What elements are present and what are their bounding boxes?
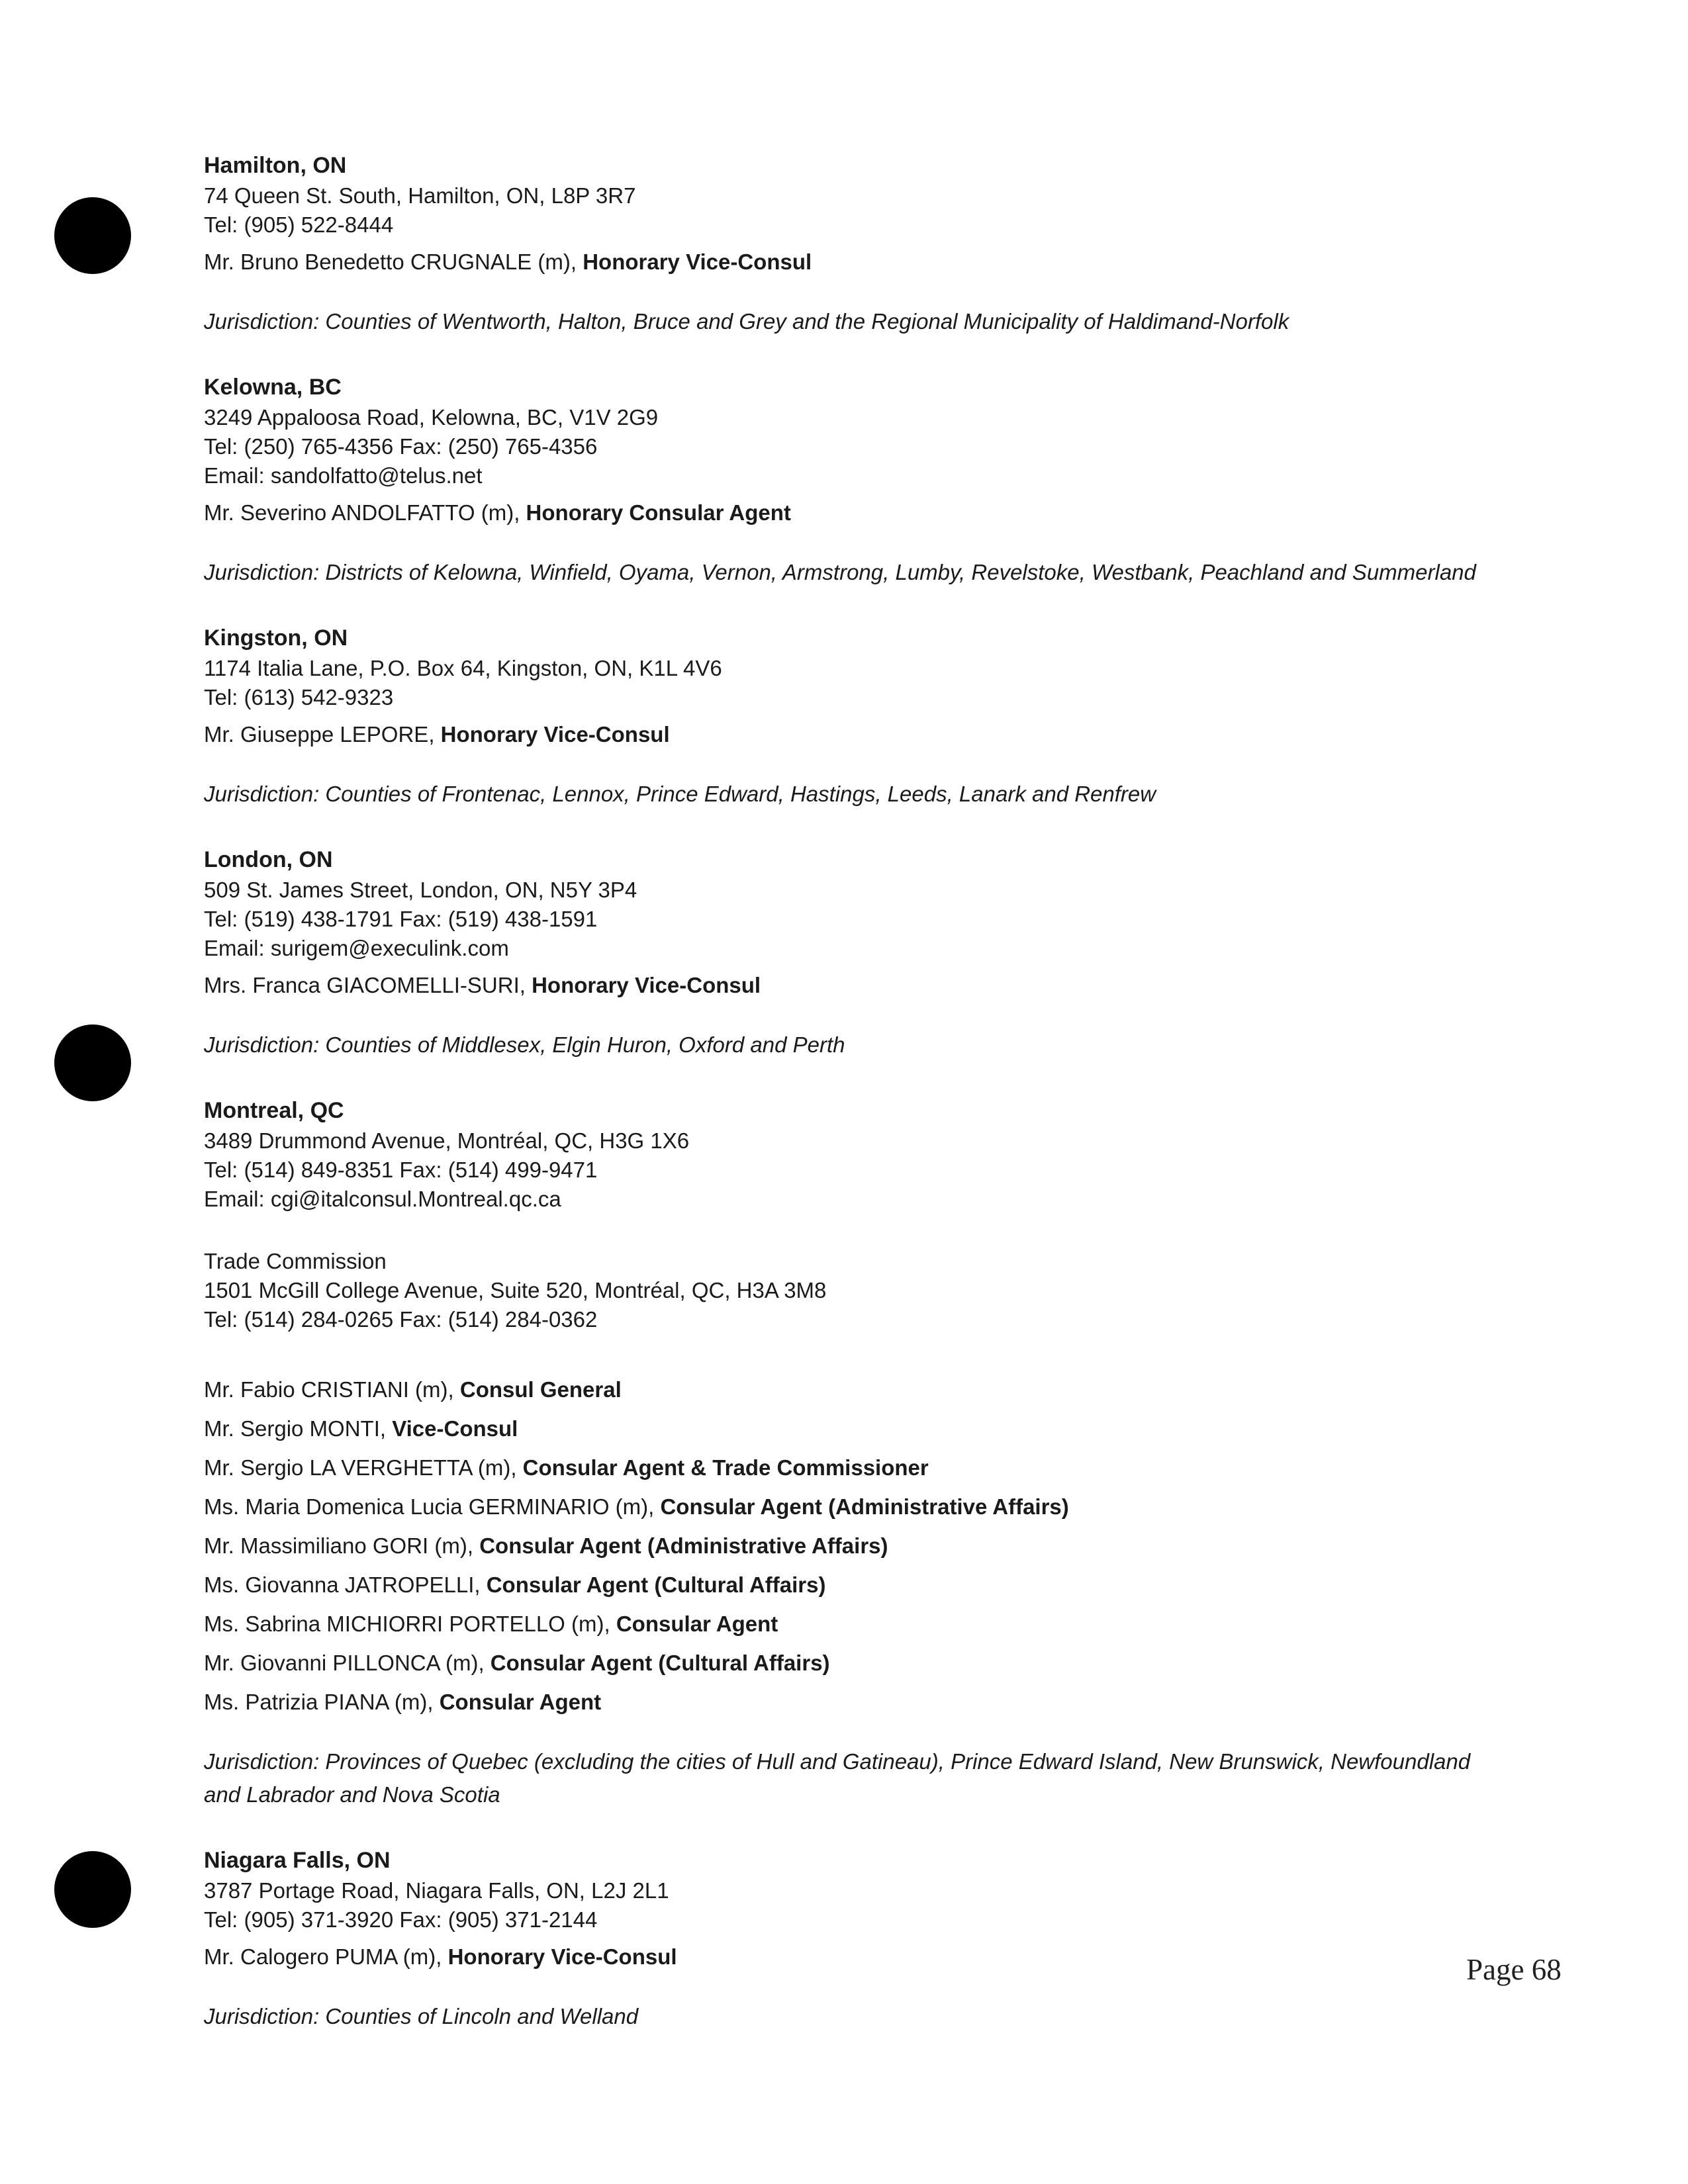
jurisdiction-note: Jurisdiction: Counties of Middlesex, Elgin Huron, Oxford and Perth [204,1032,845,1057]
contact-line: Email: sandolfatto@telus.net [204,463,483,488]
jurisdiction-note: Jurisdiction: Counties of Frontenac, Lennox, Prince Edward, Hastings, Leeds, Lanark and Renfrew [204,782,1156,806]
punch-hole-middle [54,1024,131,1101]
official-title: Consul General [459,1377,622,1402]
official-title: Consular Agent [616,1612,778,1636]
jurisdiction-note: Jurisdiction: Counties of Wentworth, Halton, Bruce and Grey and the Regional Municipality of Haldimand-Norfolk [204,309,1289,334]
official-row [204,1940,1528,1974]
city-heading: Hamilton, ON [204,153,347,178]
official-title: Consular Agent [439,1690,602,1714]
spacer [204,1334,1528,1367]
official-name: Mr. Bruno Benedetto CRUGNALE (m), [204,250,583,274]
official-name: Ms. Sabrina MICHIORRI PORTELLO (m), [204,1612,616,1636]
official-name: Mr. Sergio MONTI, [204,1416,393,1441]
official-name: Mrs. Franca GIACOMELLI-SURI, [204,973,532,997]
jurisdiction-note: Jurisdiction: Provinces of Quebec (excluding the cities of Hull and Gatineau), Prince Edward Island, New Brunswick, Newfoundland and Labrador and Nova Scotia [204,1749,1471,1807]
official-row [204,1412,1528,1445]
officials-list [204,968,1528,1002]
directory-listing [204,150,1528,2066]
officials-list [204,245,1528,279]
contact-line: 1174 Italia Lane, P.O. Box 64, Kingston, ON, K1L 4V6 [204,656,722,680]
contact-line: Email: cgi@italconsul.Montreal.qc.ca [204,1187,561,1211]
official-title: Honorary Vice-Consul [447,1944,677,1969]
official-row [204,1568,1528,1602]
officials-list [204,1373,1528,1719]
official-name: Mr. Massimiliano GORI (m), [204,1533,480,1558]
official-name: Mr. Giovanni PILLONCA (m), [204,1651,491,1675]
consulate-entry [204,1095,1528,1811]
official-row [204,1685,1528,1719]
contact-line: 509 St. James Street, London, ON, N5Y 3P4 [204,878,637,902]
official-name: Ms. Patrizia PIANA (m), [204,1690,440,1714]
punch-hole-bottom [54,1851,131,1928]
contact-line: 3489 Drummond Avenue, Montréal, QC, H3G 1X6 [204,1128,690,1153]
official-name: Mr. Severino ANDOLFATTO (m), [204,500,526,525]
contact-line: Tel: (519) 438-1791 Fax: (519) 438-1591 [204,907,598,931]
official-row [204,245,1528,279]
official-title: Consular Agent (Cultural Affairs) [490,1651,830,1675]
official-row [204,1607,1528,1641]
contact-line: 3249 Appaloosa Road, Kelowna, BC, V1V 2G9 [204,405,659,430]
consulate-entry [204,622,1528,811]
officials-list [204,1940,1528,1974]
city-heading: Montreal, QC [204,1098,344,1123]
official-row [204,1451,1528,1484]
official-title: Honorary Vice-Consul [532,973,761,997]
official-name: Ms. Maria Domenica Lucia GERMINARIO (m), [204,1494,661,1519]
official-title: Consular Agent & Trade Commissioner [522,1455,929,1480]
contact-line: Email: surigem@execulink.com [204,936,509,960]
official-name: Mr. Sergio LA VERGHETTA (m), [204,1455,523,1480]
trade-commission-line: 1501 McGill College Avenue, Suite 520, Montréal, QC, H3A 3M8 [204,1278,827,1302]
contact-line: Tel: (514) 849-8351 Fax: (514) 499-9471 [204,1158,598,1182]
official-title: Honorary Consular Agent [526,500,791,525]
official-name: Mr. Fabio CRISTIANI (m), [204,1377,460,1402]
consulate-entry [204,844,1528,1062]
official-row [204,717,1528,751]
official-title: Honorary Vice-Consul [583,250,812,274]
trade-commission-line: Trade Commission [204,1249,387,1273]
consulate-entry [204,1844,1528,2033]
official-title: Consular Agent (Cultural Affairs) [486,1572,826,1597]
official-name: Mr. Giuseppe LEPORE, [204,722,441,747]
spacer [204,1214,1528,1247]
official-name: Ms. Giovanna JATROPELLI, [204,1572,487,1597]
consulate-entry [204,371,1528,589]
official-row [204,1529,1528,1563]
contact-line: Tel: (250) 765-4356 Fax: (250) 765-4356 [204,434,598,459]
trade-commission-line: Tel: (514) 284-0265 Fax: (514) 284-0362 [204,1307,598,1332]
city-heading: Kingston, ON [204,625,348,651]
page-number: Page 68 [1466,1953,1562,1986]
jurisdiction-note: Jurisdiction: Counties of Lincoln and Welland [204,2004,639,2028]
official-row [204,1646,1528,1680]
consulate-entry [204,150,1528,338]
official-row [204,1490,1528,1524]
officials-list [204,496,1528,529]
city-heading: London, ON [204,847,333,872]
official-name: Mr. Calogero PUMA (m), [204,1944,448,1969]
official-row [204,496,1528,529]
contact-line: Tel: (905) 371-3920 Fax: (905) 371-2144 [204,1907,598,1932]
officials-list [204,717,1528,751]
city-heading: Kelowna, BC [204,375,342,400]
city-heading: Niagara Falls, ON [204,1848,391,1873]
contact-line: Tel: (613) 542-9323 [204,685,394,709]
contact-line: Tel: (905) 522-8444 [204,212,394,237]
contact-line: 3787 Portage Road, Niagara Falls, ON, L2J 2L1 [204,1878,669,1903]
official-row [204,968,1528,1002]
official-row [204,1373,1528,1406]
official-title: Consular Agent (Administrative Affairs) [479,1533,888,1558]
punch-hole-top [54,197,131,274]
contact-line: 74 Queen St. South, Hamilton, ON, L8P 3R7 [204,183,636,208]
jurisdiction-note: Jurisdiction: Districts of Kelowna, Winfield, Oyama, Vernon, Armstrong, Lumby, Revelstoke, Westbank, Peachland and Summerland [204,560,1476,584]
official-title: Honorary Vice-Consul [440,722,670,747]
official-title: Vice-Consul [392,1416,518,1441]
official-title: Consular Agent (Administrative Affairs) [660,1494,1069,1519]
